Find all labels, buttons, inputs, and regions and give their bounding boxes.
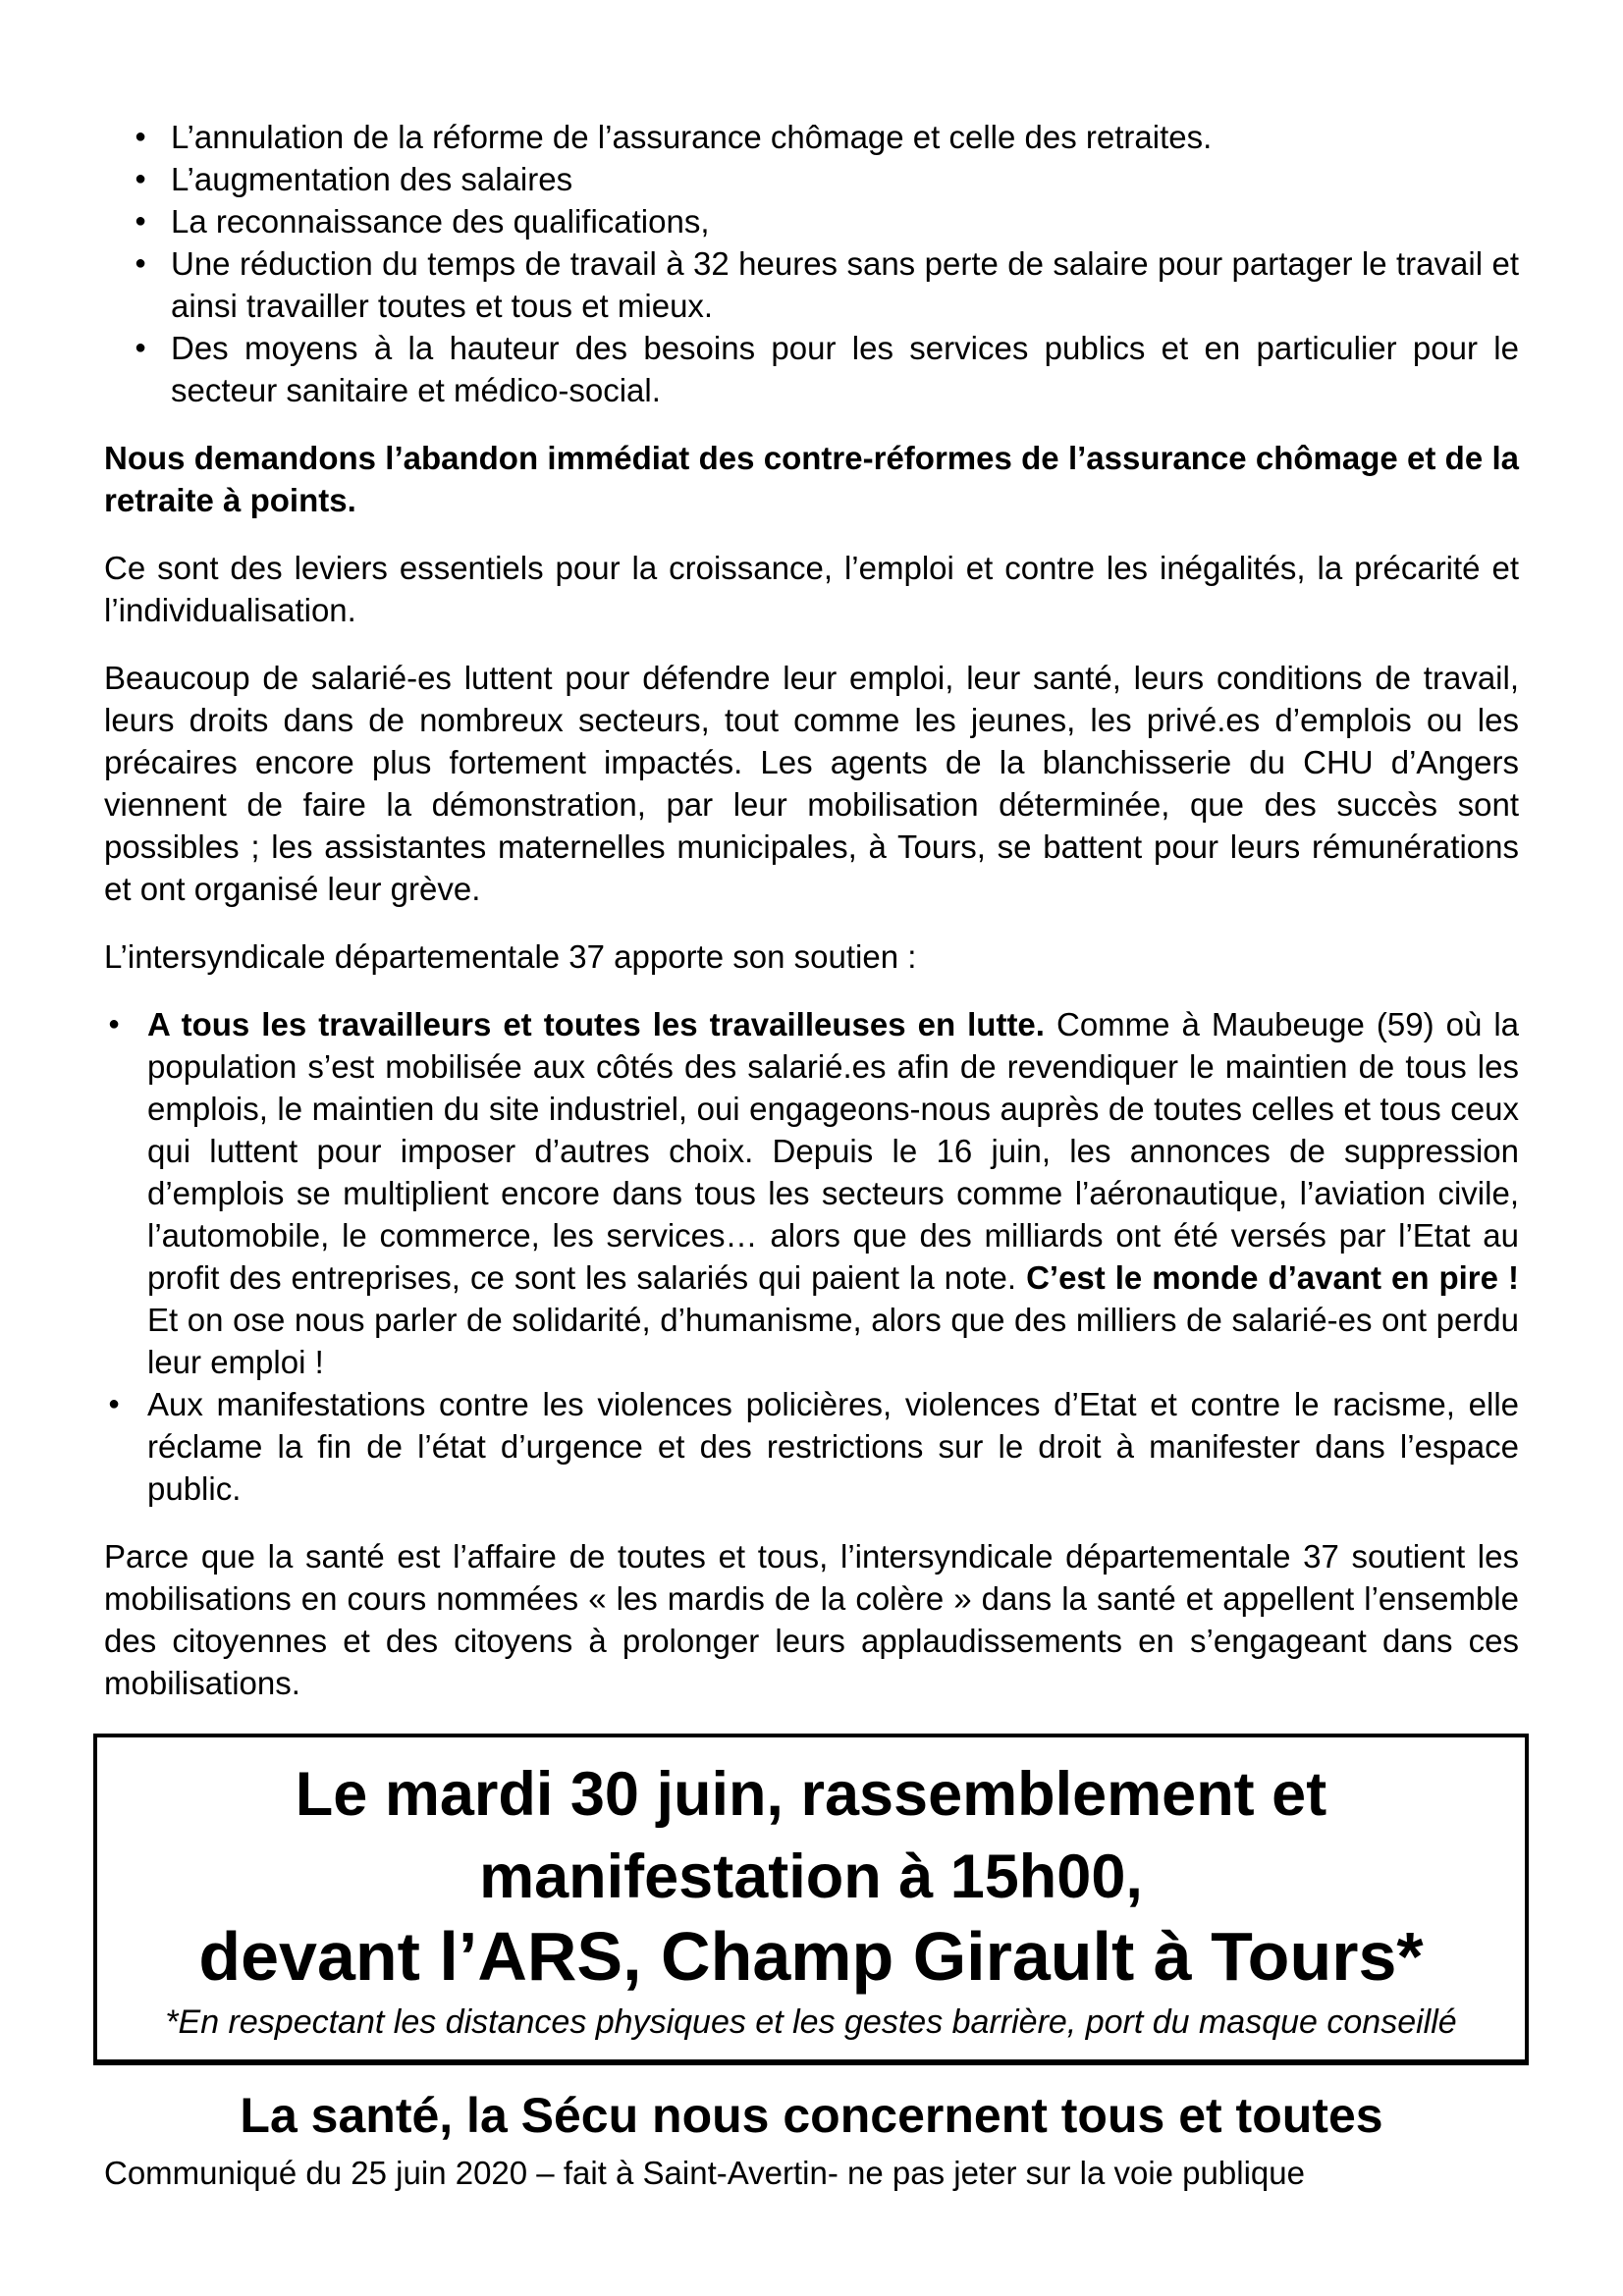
list-item — [104, 1383, 1519, 1510]
list-item — [104, 1003, 1519, 1383]
slogan-line: La santé, la Sécu nous concernent tous et toutes — [240, 2088, 1383, 2143]
list-item — [104, 116, 1519, 158]
list-item — [104, 242, 1519, 327]
support-mid-bold: C’est le monde d’avant en pire ! — [1026, 1259, 1519, 1296]
paragraph-leviers: Ce sont des leviers essentiels pour la croissance, l’emploi et contre les inégalités, la précarité et l’individualisation. — [104, 550, 1519, 628]
announcement-line-1: Le mardi 30 juin, rassemblement et — [295, 1760, 1327, 1829]
paragraph-demand-statement: Nous demandons l’abandon immédiat des contre-réformes de l’assurance chômage et de la retraite à points. — [104, 440, 1519, 518]
demands-list — [104, 116, 1519, 411]
footer-communique: Communiqué du 25 juin 2020 – fait à Saint-Avertin- ne pas jeter sur la voie publique — [104, 2155, 1305, 2191]
demand-text: La reconnaissance des qualifications, — [171, 203, 710, 240]
announcement-note: *En respectant les distances physiques et les gestes barrière, port du masque conseillé — [165, 2003, 1457, 2041]
announcement-line-3: devant l’ARS, Champ Girault à Tours* — [198, 1918, 1424, 1995]
demand-text: Une réduction du temps de travail à 32 heures sans perte de salaire pour partager le travail et ainsi travailler toutes et tous et mieux. — [171, 245, 1519, 324]
support-body: Aux manifestations contre les violences policières, violences d’Etat et contre le racisme, elle réclame la fin de l’état d’urgence et des restrictions sur le droit à manifester dans l’espace public. — [147, 1386, 1519, 1507]
support-list — [104, 1003, 1519, 1510]
support-tail: Et on ose nous parler de solidarité, d’humanisme, alors que des milliers de salarié-es ont perdu leur emploi ! — [147, 1302, 1519, 1380]
demand-text: Des moyens à la hauteur des besoins pour les services publics et en particulier pour le secteur sanitaire et médico-social. — [171, 330, 1519, 408]
support-body: Comme à Maubeuge (59) où la population s’est mobilisée aux côtés des salarié.es afin de revendiquer le maintien de tous les emplois, le maintien du site industriel, oui engageons-nous auprès de toutes celles et tous ceux qui luttent pour imposer d’autres choix. Depuis le 16 juin, les annonces de suppression d’emplois se multiplient encore dans tous les secteurs comme l’aéronautique, l’aviation civile, l’automobile, le commerce, les services… alors que des milliards ont été versés par l’Etat au profit des entreprises, ce sont les salariés qui paient la note. — [147, 1006, 1519, 1296]
list-item — [104, 158, 1519, 200]
announcement-line-2: manifestation à 15h00, — [479, 1842, 1143, 1911]
paragraph-intersyndicale: L’intersyndicale départementale 37 apporte son soutien : — [104, 938, 917, 975]
announcement-box — [93, 1734, 1529, 2065]
list-item — [104, 327, 1519, 411]
support-lead-bold: A tous les travailleurs et toutes les travailleuses en lutte. — [147, 1006, 1056, 1042]
list-item — [104, 200, 1519, 242]
demand-text: L’annulation de la réforme de l’assurance chômage et celle des retraites. — [171, 119, 1213, 155]
paragraph-beaucoup: Beaucoup de salarié-es luttent pour défendre leur emploi, leur santé, leurs conditions de travail, leurs droits dans de nombreux secteurs, tout comme les jeunes, les privé.es d’emplois ou les précaires encore plus fortement impactés. Les agents de la blanchisserie du CHU d’Angers viennent de faire la démonstration, par leur mobilisation déterminée, que des succès sont possibles ; les assistantes maternelles municipales, à Tours, se battent pour leurs rémunérations et ont organisé leur grève. — [104, 660, 1519, 907]
paragraph-parce: Parce que la santé est l’affaire de toutes et tous, l’intersyndicale départementale 37 soutient les mobilisations en cours nommées « les mardis de la colère » dans la santé et appellent l’ensemble des citoyennes et des citoyens à prolonger leurs applaudissements en s’engageant dans ces mobilisations. — [104, 1538, 1519, 1701]
demand-text: L’augmentation des salaires — [171, 161, 573, 197]
